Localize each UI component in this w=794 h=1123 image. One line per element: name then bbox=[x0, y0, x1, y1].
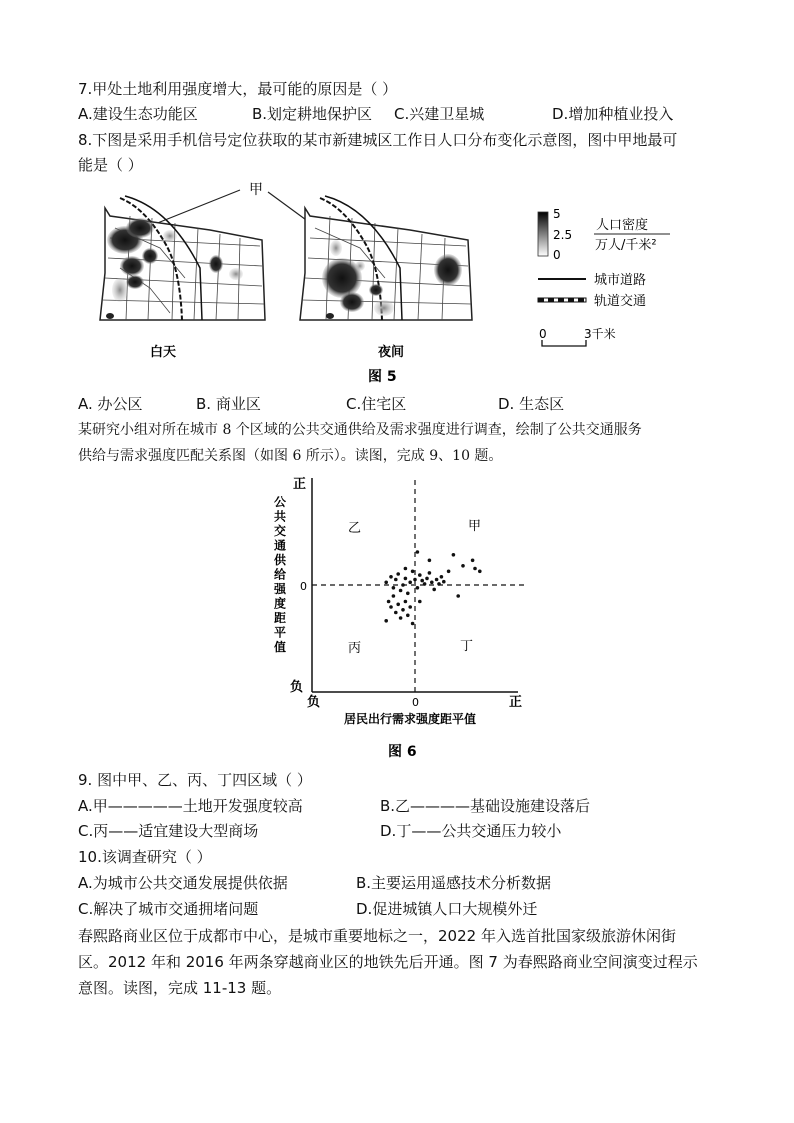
scatter-point bbox=[389, 605, 393, 609]
scatter-point bbox=[423, 582, 427, 586]
legend-scale-end: 3千米 bbox=[584, 327, 616, 341]
q8-option-c: C.住宅区 bbox=[346, 395, 407, 413]
scatter-point bbox=[452, 553, 456, 557]
quadrant-label-bing: 丙 bbox=[348, 641, 362, 656]
map-daytime-caption: 白天 bbox=[150, 345, 177, 360]
scatter-point bbox=[401, 583, 405, 587]
scatter-points bbox=[384, 550, 481, 625]
fig6-y-top: 正 bbox=[293, 477, 307, 492]
fig5-pointer-left bbox=[150, 190, 240, 226]
fig5-legend bbox=[538, 207, 670, 346]
density-color-bar bbox=[538, 212, 548, 256]
q9-option-a: A.甲—————土地开发强度较高 bbox=[78, 797, 303, 815]
scatter-point bbox=[430, 581, 434, 585]
scatter-point bbox=[447, 570, 451, 574]
scatter-point bbox=[394, 578, 398, 582]
quadrant-label-jia: 甲 bbox=[468, 519, 482, 534]
scatter-point bbox=[389, 575, 393, 579]
q8-option-d: D. 生态区 bbox=[498, 395, 565, 413]
scatter-point bbox=[404, 567, 408, 571]
scatter-point bbox=[473, 567, 477, 571]
scatter-point bbox=[428, 571, 432, 575]
scatter-point bbox=[408, 605, 412, 609]
fig5-caption: 图 5 bbox=[368, 369, 397, 385]
fig6-y-axis-title: 公共交通供给强度距平值 bbox=[274, 495, 287, 654]
scatter-point bbox=[420, 579, 424, 583]
scatter-point bbox=[418, 573, 422, 577]
scatter-point bbox=[396, 572, 400, 576]
scatter-point bbox=[406, 614, 410, 618]
q7-option-c: C.兴建卫星城 bbox=[394, 105, 485, 123]
intro-11-13-line1: 春熙路商业区位于成都市中心，是城市重要地标之一，2022 年入选首批国家级旅游休闲街 bbox=[78, 927, 676, 945]
scatter-point bbox=[406, 592, 410, 596]
figure-5 bbox=[90, 178, 690, 393]
q10-option-b: B.主要运用遥感技术分析数据 bbox=[356, 874, 552, 892]
q8-stem-line1: 8.下图是采用手机信号定位获取的某市新建城区工作日人口分布变化示意图，图中甲地最可 bbox=[78, 131, 678, 149]
scatter-point bbox=[394, 611, 398, 615]
scatter-point bbox=[384, 619, 388, 623]
q9-stem: 9. 图中甲、乙、丙、丁四区域（ ） bbox=[78, 771, 312, 789]
q10-option-c: C.解决了城市交通拥堵问题 bbox=[78, 900, 259, 918]
q9-option-c: C.丙——适宜建设大型商场 bbox=[78, 822, 259, 840]
scatter-point bbox=[418, 600, 422, 604]
scatter-point bbox=[404, 600, 408, 604]
legend-density-unit: 万人/千米² bbox=[595, 238, 657, 253]
q8-option-b: B. 商业区 bbox=[196, 395, 261, 413]
q10-option-a: A.为城市公共交通发展提供依据 bbox=[78, 874, 288, 892]
intro-9-10-line2: 供给与需求强度匹配关系图（如图 6 所示）。读图，完成 9、10 题。 bbox=[78, 448, 503, 464]
quadrant-label-yi: 乙 bbox=[348, 521, 362, 536]
q7-option-a: A.建设生态功能区 bbox=[78, 105, 198, 123]
intro-9-10-line1: 某研究小组对所在城市 8 个区域的公共交通供给及需求强度进行调查，绘制了公共交通服务 bbox=[78, 422, 642, 438]
scatter-point bbox=[399, 589, 403, 593]
q10-stem: 10.该调查研究（ ） bbox=[78, 848, 212, 866]
fig6-y-bottom: 负 bbox=[290, 680, 304, 695]
scatter-point bbox=[411, 622, 415, 626]
intro-11-13-line2: 区。2012 年和 2016 年两条穿越商业区的地铁先后开通。图 7 为春熙路商业空间演变过程示 bbox=[78, 953, 698, 971]
scale-bar bbox=[542, 340, 586, 346]
quadrant-label-ding: 丁 bbox=[460, 639, 474, 654]
scatter-point bbox=[461, 564, 465, 568]
q7-option-b: B.划定耕地保护区 bbox=[252, 105, 373, 123]
scatter-point bbox=[413, 578, 417, 582]
scatter-point bbox=[396, 603, 400, 607]
q7-stem: 7.甲处土地利用强度增大，最可能的原因是（ ） bbox=[78, 80, 398, 98]
q9-option-d: D.丁——公共交通压力较小 bbox=[380, 822, 562, 840]
scatter-point bbox=[399, 616, 403, 620]
map-night-caption: 夜间 bbox=[378, 345, 405, 360]
legend-road-label: 城市道路 bbox=[594, 273, 647, 288]
scatter-point bbox=[411, 570, 415, 574]
scatter-point bbox=[437, 582, 441, 586]
legend-rail-label: 轨道交通 bbox=[594, 294, 647, 309]
scatter-point bbox=[404, 577, 408, 581]
fig6-x-axis-title: 居民出行需求强度距平值 bbox=[344, 712, 477, 726]
figure-6 bbox=[260, 470, 550, 770]
scatter-point bbox=[435, 578, 439, 582]
fig6-x-zero: 0 bbox=[412, 696, 419, 709]
q8-option-a: A. 办公区 bbox=[78, 395, 143, 413]
scatter-point bbox=[456, 594, 460, 598]
legend-scale-max: 5 bbox=[553, 207, 561, 221]
scatter-point bbox=[416, 550, 420, 554]
intro-11-13-line3: 意图。读图，完成 11-13 题。 bbox=[78, 979, 282, 997]
scatter-point bbox=[442, 580, 446, 584]
scatter-point bbox=[408, 581, 412, 585]
q9-option-b: B.乙————基础设施建设落后 bbox=[380, 797, 591, 815]
legend-scale-start: 0 bbox=[539, 327, 547, 341]
scatter-point bbox=[425, 577, 429, 581]
fig6-x-left: 负 bbox=[307, 695, 321, 710]
fig6-caption: 图 6 bbox=[388, 744, 417, 760]
scatter-point bbox=[428, 559, 432, 563]
scatter-point bbox=[471, 559, 475, 563]
scatter-point bbox=[478, 570, 482, 574]
scatter-point bbox=[392, 594, 396, 598]
q7-option-d: D.增加种植业投入 bbox=[552, 105, 674, 123]
scatter-point bbox=[401, 608, 405, 612]
scatter-point bbox=[416, 586, 420, 590]
scatter-point bbox=[387, 600, 391, 604]
q8-stem-line2: 能是（ ） bbox=[78, 156, 143, 174]
q10-option-d: D.促进城镇人口大规模外迁 bbox=[356, 900, 538, 918]
scatter-point bbox=[440, 575, 444, 579]
legend-scale-mid: 2.5 bbox=[553, 228, 573, 242]
fig6-x-right: 正 bbox=[509, 695, 523, 710]
fig6-y-zero: 0 bbox=[300, 580, 307, 593]
scatter-point bbox=[392, 586, 396, 590]
fig5-pointer-label: 甲 bbox=[249, 182, 263, 198]
legend-density-title: 人口密度 bbox=[596, 218, 649, 233]
scatter-point bbox=[384, 581, 388, 585]
map-daytime bbox=[100, 196, 265, 320]
scatter-point bbox=[432, 588, 436, 592]
map-night bbox=[300, 196, 472, 320]
legend-scale-min: 0 bbox=[553, 248, 561, 262]
